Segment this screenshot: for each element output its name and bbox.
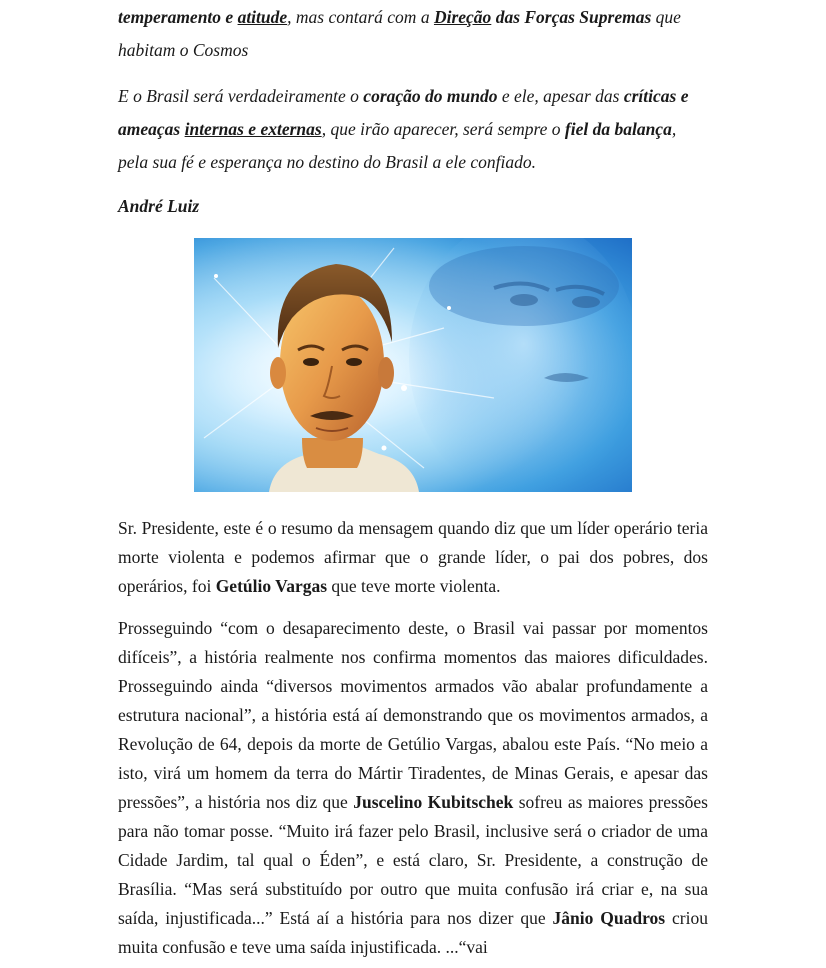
emphasis-underlined-text: internas e externas [184, 119, 322, 139]
body-paragraph-1 [118, 514, 708, 601]
quote-text: , que irão aparecer, será sempre o [321, 119, 565, 139]
quote-text: , pela sua fé e esperança no destino do Brasil a ele confiado. [118, 119, 677, 172]
quote-text: , mas contará com a [287, 7, 434, 27]
person-name: Jânio Quadros [552, 908, 666, 928]
quote-text: E o Brasil será verdadeiramente o [118, 86, 364, 106]
body-text: Sr. Presidente, este é o resumo da mensagem quando diz que um líder operário teria morte violenta e podemos afirmar que o grande líder, o pai dos pobres, dos operários, foi [118, 518, 708, 596]
emphasis-text: coração do mundo [363, 86, 498, 106]
signature-name: André Luiz [118, 196, 200, 216]
signature [118, 190, 708, 223]
body-text: Prosseguindo “com o desaparecimento deste, o Brasil vai passar por momentos difíceis”, a história realmente nos confirma momentos das maiores dificuldades. Prosseguindo ainda “diversos movimentos armados vão abalar profundamente a estrutura nacional”, a história está aí demonstrando que os movimentos armados, a Revolução de 64, depois da morte de Getúlio Vargas, abalou este País. “No meio a isto, virá um homem da terra do Mártir Tiradentes, de Minas Gerais, e apesar das pressões”, a história nos diz que [118, 618, 708, 812]
person-name: Juscelino Kubitschek [353, 792, 514, 812]
emphasis-underlined-text: Direção [433, 7, 492, 27]
body-text: que teve morte violenta. [327, 576, 501, 596]
body-text: sofreu as maiores pressões para não tomar posse. “Muito irá fazer pelo Brasil, inclusive será o criador de uma Cidade Jardim, tal qual o Éden”, e está claro, Sr. Presidente, a construção de Brasília. “Mas será substituído por outro que muita confusão irá criar e, na sua saída, injustificada...” Está aí a história para nos dizer que [118, 792, 708, 928]
emphasis-text: temperamento e [118, 7, 238, 27]
emphasis-underlined-text: atitude [237, 7, 288, 27]
quote-text: que habitam o Cosmos [118, 7, 681, 60]
portrait-illustration [194, 238, 632, 492]
quote-text: e ele, apesar das [497, 86, 624, 106]
quote-paragraph-2 [118, 80, 708, 179]
body-text: criou muita confusão e teve uma saída injustificada. ...“vai [118, 908, 708, 957]
emphasis-text: críticas e ameaças [118, 86, 689, 139]
quote-paragraph-1 [118, 1, 708, 67]
emphasis-text: fiel da balança [564, 119, 672, 139]
emphasis-text: das Forças Supremas [491, 7, 652, 27]
body-paragraph-2 [118, 614, 708, 962]
person-name: Getúlio Vargas [215, 576, 328, 596]
